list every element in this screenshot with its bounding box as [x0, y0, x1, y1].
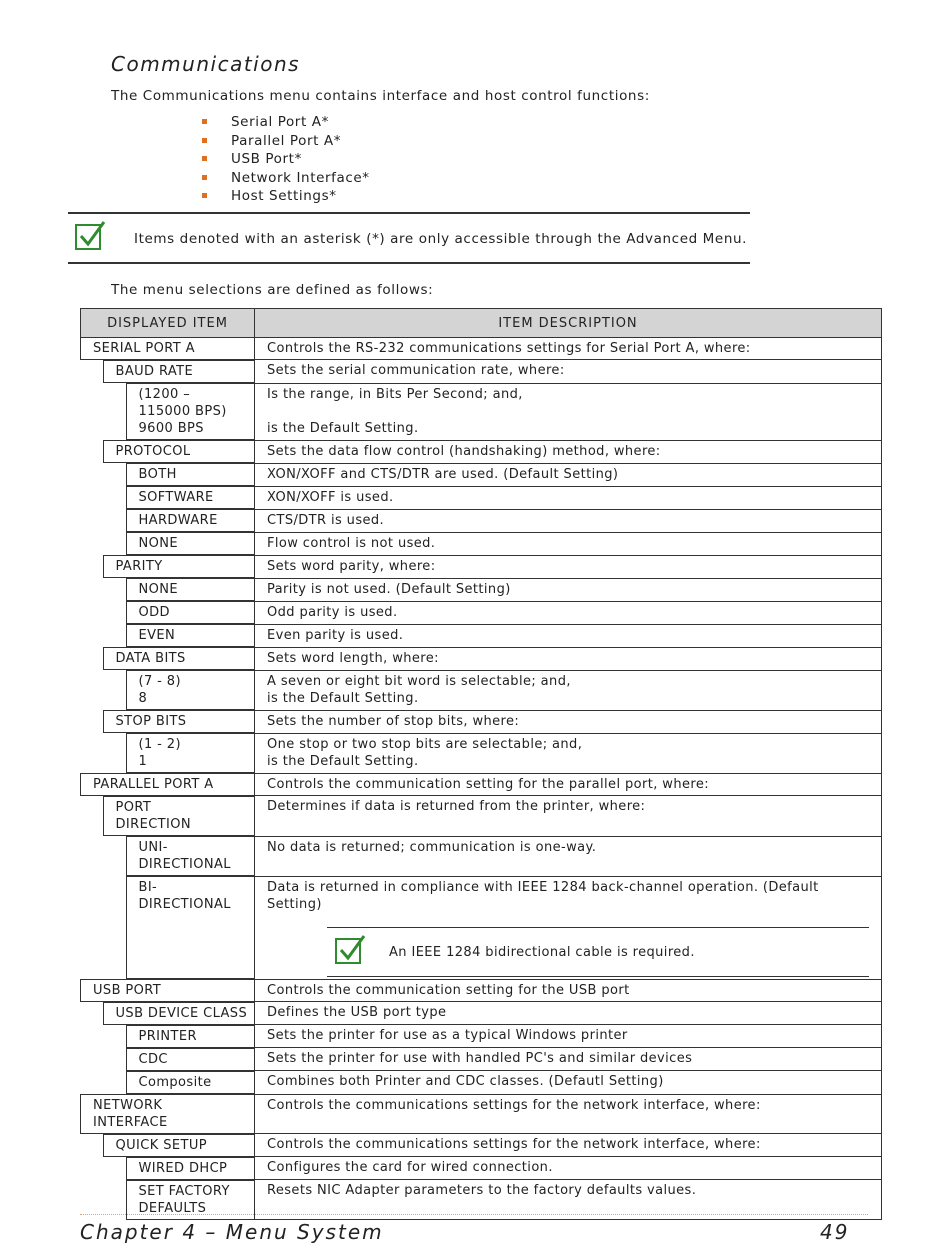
table-row [81, 486, 882, 509]
bullet-text: Serial Port A* [231, 114, 329, 130]
table-row [81, 1025, 882, 1048]
item-name: WIRED DHCP [138, 1160, 228, 1176]
table-row [81, 601, 882, 624]
bullet-square-icon [202, 193, 207, 198]
definitions-intro: The menu selections are defined as follows: [111, 282, 434, 298]
item-description: Controls the communications settings for the network interface, where: [267, 1097, 761, 1113]
item-name: EVEN [138, 628, 176, 643]
table-row [81, 1001, 882, 1025]
table-row [81, 555, 882, 578]
item-name: BAUD RATE [115, 364, 194, 379]
header-displayed-item: DISPLAYED ITEM [81, 309, 255, 338]
item-name: PROTOCOL [115, 444, 191, 459]
table-row [81, 1048, 882, 1071]
item-description: Parity is not used. (Default Setting) [267, 581, 511, 597]
table-row [81, 440, 882, 463]
table-row [81, 836, 882, 876]
item-description: Sets word length, where: [267, 650, 439, 666]
item-description: Flow control is not used. [267, 535, 436, 551]
table-row [81, 463, 882, 486]
item-name: BOTH [138, 467, 177, 482]
item-name: NETWORK INTERFACE [93, 1097, 168, 1130]
item-description: No data is returned; communication is one-way. [267, 839, 597, 855]
item-name: SET FACTORY DEFAULTS [138, 1183, 230, 1216]
item-name: CDC [138, 1051, 168, 1067]
table-row [81, 1071, 882, 1095]
item-name: QUICK SETUP [115, 1137, 207, 1153]
table-row [81, 647, 882, 670]
item-name: BI- DIRECTIONAL [138, 880, 231, 912]
item-description: XON/XOFF and CTS/DTR are used. (Default Setting) [267, 466, 619, 482]
item-description: Odd parity is used. [267, 604, 398, 620]
table-row [81, 733, 882, 774]
bullet-item [200, 150, 370, 169]
table-row [81, 360, 882, 384]
bullet-list [200, 113, 370, 206]
item-name: (1200 – 115000 BPS) 9600 BPS [138, 387, 227, 436]
item-description: Resets NIC Adapter parameters to the factory defaults values. [267, 1183, 697, 1198]
item-description: Sets the number of stop bits, where: [267, 713, 520, 729]
item-name: PARALLEL PORT A [93, 777, 214, 792]
table-row [81, 670, 882, 710]
intro-paragraph: The Communications menu contains interface and host control functions: [111, 88, 650, 104]
header-item-description: ITEM DESCRIPTION [255, 309, 882, 338]
bullet-item [200, 132, 370, 151]
item-description: Controls the communication setting for the parallel port, where: [267, 777, 710, 792]
table-row [81, 509, 882, 532]
cable-note-text: An IEEE 1284 bidirectional cable is required. [389, 944, 695, 960]
item-description: Is the range, in Bits Per Second; and, is the Default Setting. [267, 386, 523, 436]
table-row [81, 1094, 882, 1133]
item-name: (7 - 8) 8 [138, 674, 181, 706]
item-name: USB PORT [93, 982, 162, 998]
footer-page-number: 49 [820, 1220, 850, 1244]
bullet-item [200, 169, 370, 188]
bullet-square-icon [202, 156, 207, 161]
table-row [81, 796, 882, 837]
note-box [68, 212, 750, 264]
cable-note-box [327, 927, 869, 977]
item-description: Sets word parity, where: [267, 558, 436, 574]
item-description: Sets the serial communication rate, where: [267, 363, 565, 378]
item-name: (1 - 2) 1 [138, 737, 181, 769]
bullet-square-icon [202, 119, 207, 124]
table-row [81, 710, 882, 733]
bullet-square-icon [202, 138, 207, 143]
table-row [81, 774, 882, 796]
section-title: Communications [111, 52, 301, 76]
item-description: Sets the data flow control (handshaking) method, where: [267, 443, 661, 459]
item-description: Data is returned in compliance with IEEE 1284 back-channel operation. (Default Setting) [267, 879, 819, 912]
checkmark-icon [75, 224, 101, 250]
item-description: A seven or eight bit word is selectable; and, is the Default Setting. [267, 673, 571, 706]
item-description: Sets the printer for use with handled PC's and similar devices [267, 1051, 693, 1066]
menu-table [80, 308, 882, 1220]
table-row [81, 979, 882, 1001]
item-name: STOP BITS [115, 714, 187, 729]
item-description: Configures the card for wired connection. [267, 1160, 553, 1175]
item-description: Sets the printer for use as a typical Windows printer [267, 1028, 628, 1043]
item-description: Controls the RS-232 communications settings for Serial Port A, where: [267, 341, 751, 356]
footer-divider [80, 1214, 868, 1215]
item-name: PARITY [115, 559, 163, 574]
item-name: NONE [138, 536, 178, 551]
table-row [81, 338, 882, 360]
bullet-text: Host Settings* [231, 188, 337, 204]
table-row [81, 578, 882, 601]
bullet-text: Network Interface* [231, 169, 370, 186]
note-text: Items denoted with an asterisk (*) are only accessible through the Advanced Menu. [134, 231, 748, 247]
item-name: HARDWARE [138, 513, 218, 528]
item-description: Determines if data is returned from the printer, where: [267, 799, 646, 814]
item-name: SOFTWARE [138, 490, 214, 505]
item-description: CTS/DTR is used. [267, 512, 385, 528]
item-name: PORT DIRECTION [115, 800, 191, 832]
bullet-item [200, 113, 370, 132]
item-description: Controls the communication setting for the USB port [267, 982, 630, 998]
table-row [81, 1157, 882, 1180]
bullet-item [200, 187, 370, 206]
item-description: Combines both Printer and CDC classes. (Defautl Setting) [267, 1074, 664, 1089]
table-row [81, 876, 882, 979]
item-description: One stop or two stop bits are selectable; and, is the Default Setting. [267, 736, 583, 769]
item-name: UNI- DIRECTIONAL [138, 840, 231, 872]
table-row [81, 1133, 882, 1157]
item-name: SERIAL PORT A [93, 341, 195, 356]
bullet-square-icon [202, 175, 207, 180]
item-description: Even parity is used. [267, 627, 404, 643]
item-name: ODD [138, 605, 170, 620]
item-name: USB DEVICE CLASS [115, 1005, 248, 1021]
bullet-text: Parallel Port A* [231, 132, 342, 149]
item-name: Composite [138, 1074, 212, 1090]
checkmark-icon [335, 938, 361, 964]
item-description: Controls the communications settings for the network interface, where: [267, 1136, 761, 1152]
footer-chapter: Chapter 4 – Menu System [80, 1220, 384, 1244]
item-description: Defines the USB port type [267, 1004, 447, 1020]
table-row [81, 383, 882, 440]
item-name: PRINTER [138, 1028, 197, 1044]
item-description: XON/XOFF is used. [267, 489, 394, 505]
item-name: DATA BITS [115, 651, 186, 666]
table-row [81, 624, 882, 647]
item-name: NONE [138, 582, 178, 597]
table-row [81, 532, 882, 555]
bullet-text: USB Port* [231, 151, 302, 167]
